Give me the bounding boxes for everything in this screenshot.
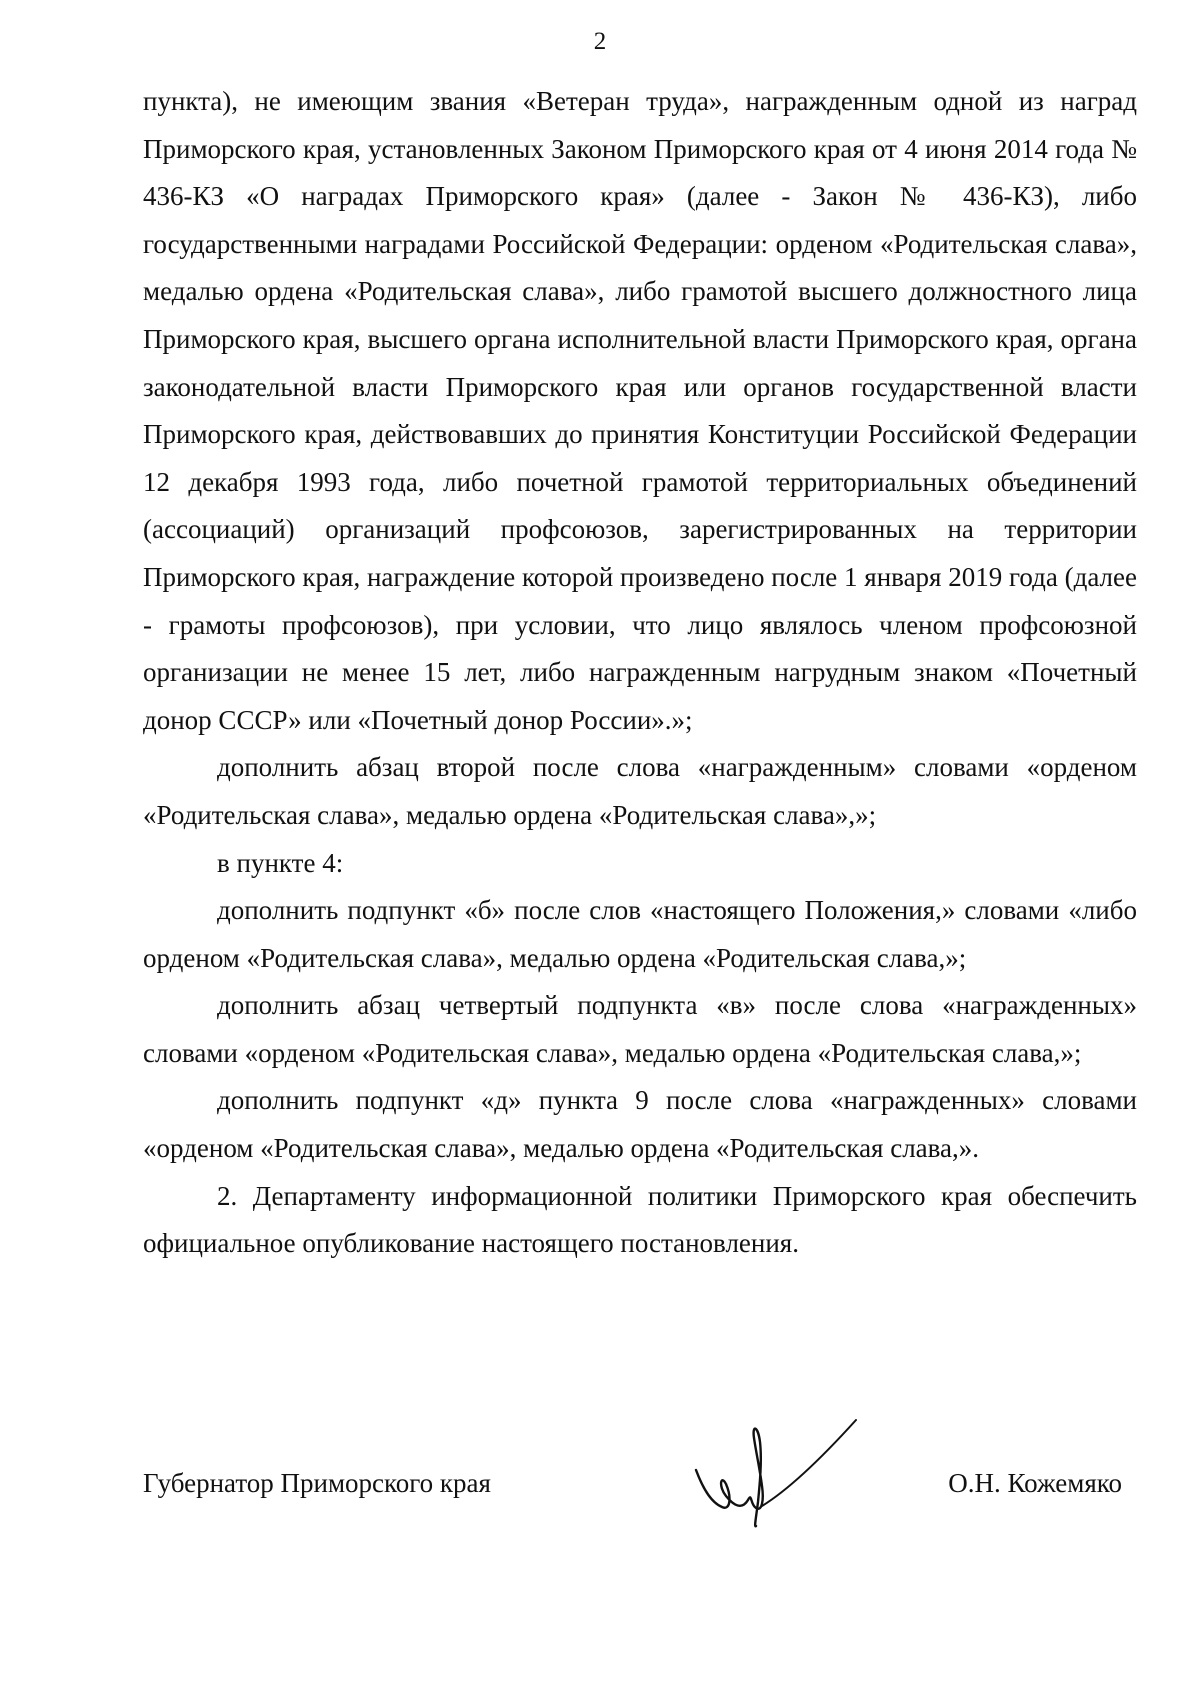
page-number: 2: [593, 28, 607, 55]
signature-block: [143, 1468, 1137, 1518]
handwritten-signature: [688, 1412, 863, 1530]
paragraph-publication: 2. Департаменту информационной политики Приморского края обеспечить официальное опубликование настоящего постановления.: [143, 1180, 1137, 1259]
document-body: [143, 78, 1137, 1268]
paragraph-continuation: пункта), не имеющим звания «Ветеран труда», награжденным одной из наград Приморского края, установленных Законом Приморского края от 4 июня 2014 года № 436-КЗ «О наградах Приморского края» (далее - Закон № 436-КЗ), либо государственными наградами Российской Федерации: орденом «Родительская слава», медалью ордена «Родительская слава», либо грамотой высшего должностного лица Приморского края, высшего органа исполнительной власти Приморского края, органа законодательной власти Приморского края или органов государственной власти Приморского края, действовавших до принятия Конституции Российской Федерации 12 декабря 1993 года, либо почетной грамотой территориальных объединений (ассоциаций) организаций профсоюзов, зарегистрированных на территории Приморского края, награждение которой произведено после 1 января 2019 года (далее - грамоты профсоюзов), при условии, что лицо являлось членом профсоюзной организации не менее 15 лет, либо награжденным нагрудным знаком «Почетный донор СССР» или «Почетный донор России».»;: [143, 86, 1137, 735]
signer-name: О.Н. Кожемяко: [948, 1468, 1122, 1498]
paragraph-amendment: дополнить подпункт «б» после слов «настоящего Положения,» словами «либо орденом «Родительская слава», медалью ордена «Родительская слава,»;: [143, 895, 1137, 973]
paragraph-amendment: дополнить абзац четвертый подпункта «в» после слова «награжденных» словами «орденом «Родительская слава», медалью ордена «Родительская слава,»;: [143, 990, 1137, 1068]
paragraph-amendment: дополнить абзац второй после слова «награжденным» словами «орденом «Родительская слава», медалью ордена «Родительская слава»,»;: [143, 752, 1137, 830]
signer-title: Губернатор Приморского края: [143, 1468, 491, 1498]
paragraph-amendment: в пункте 4:: [217, 847, 344, 878]
paragraph-amendment: дополнить подпункт «д» пункта 9 после слова «награжденных» словами «орденом «Родительская слава», медалью ордена «Родительская слава,».: [143, 1085, 1137, 1164]
